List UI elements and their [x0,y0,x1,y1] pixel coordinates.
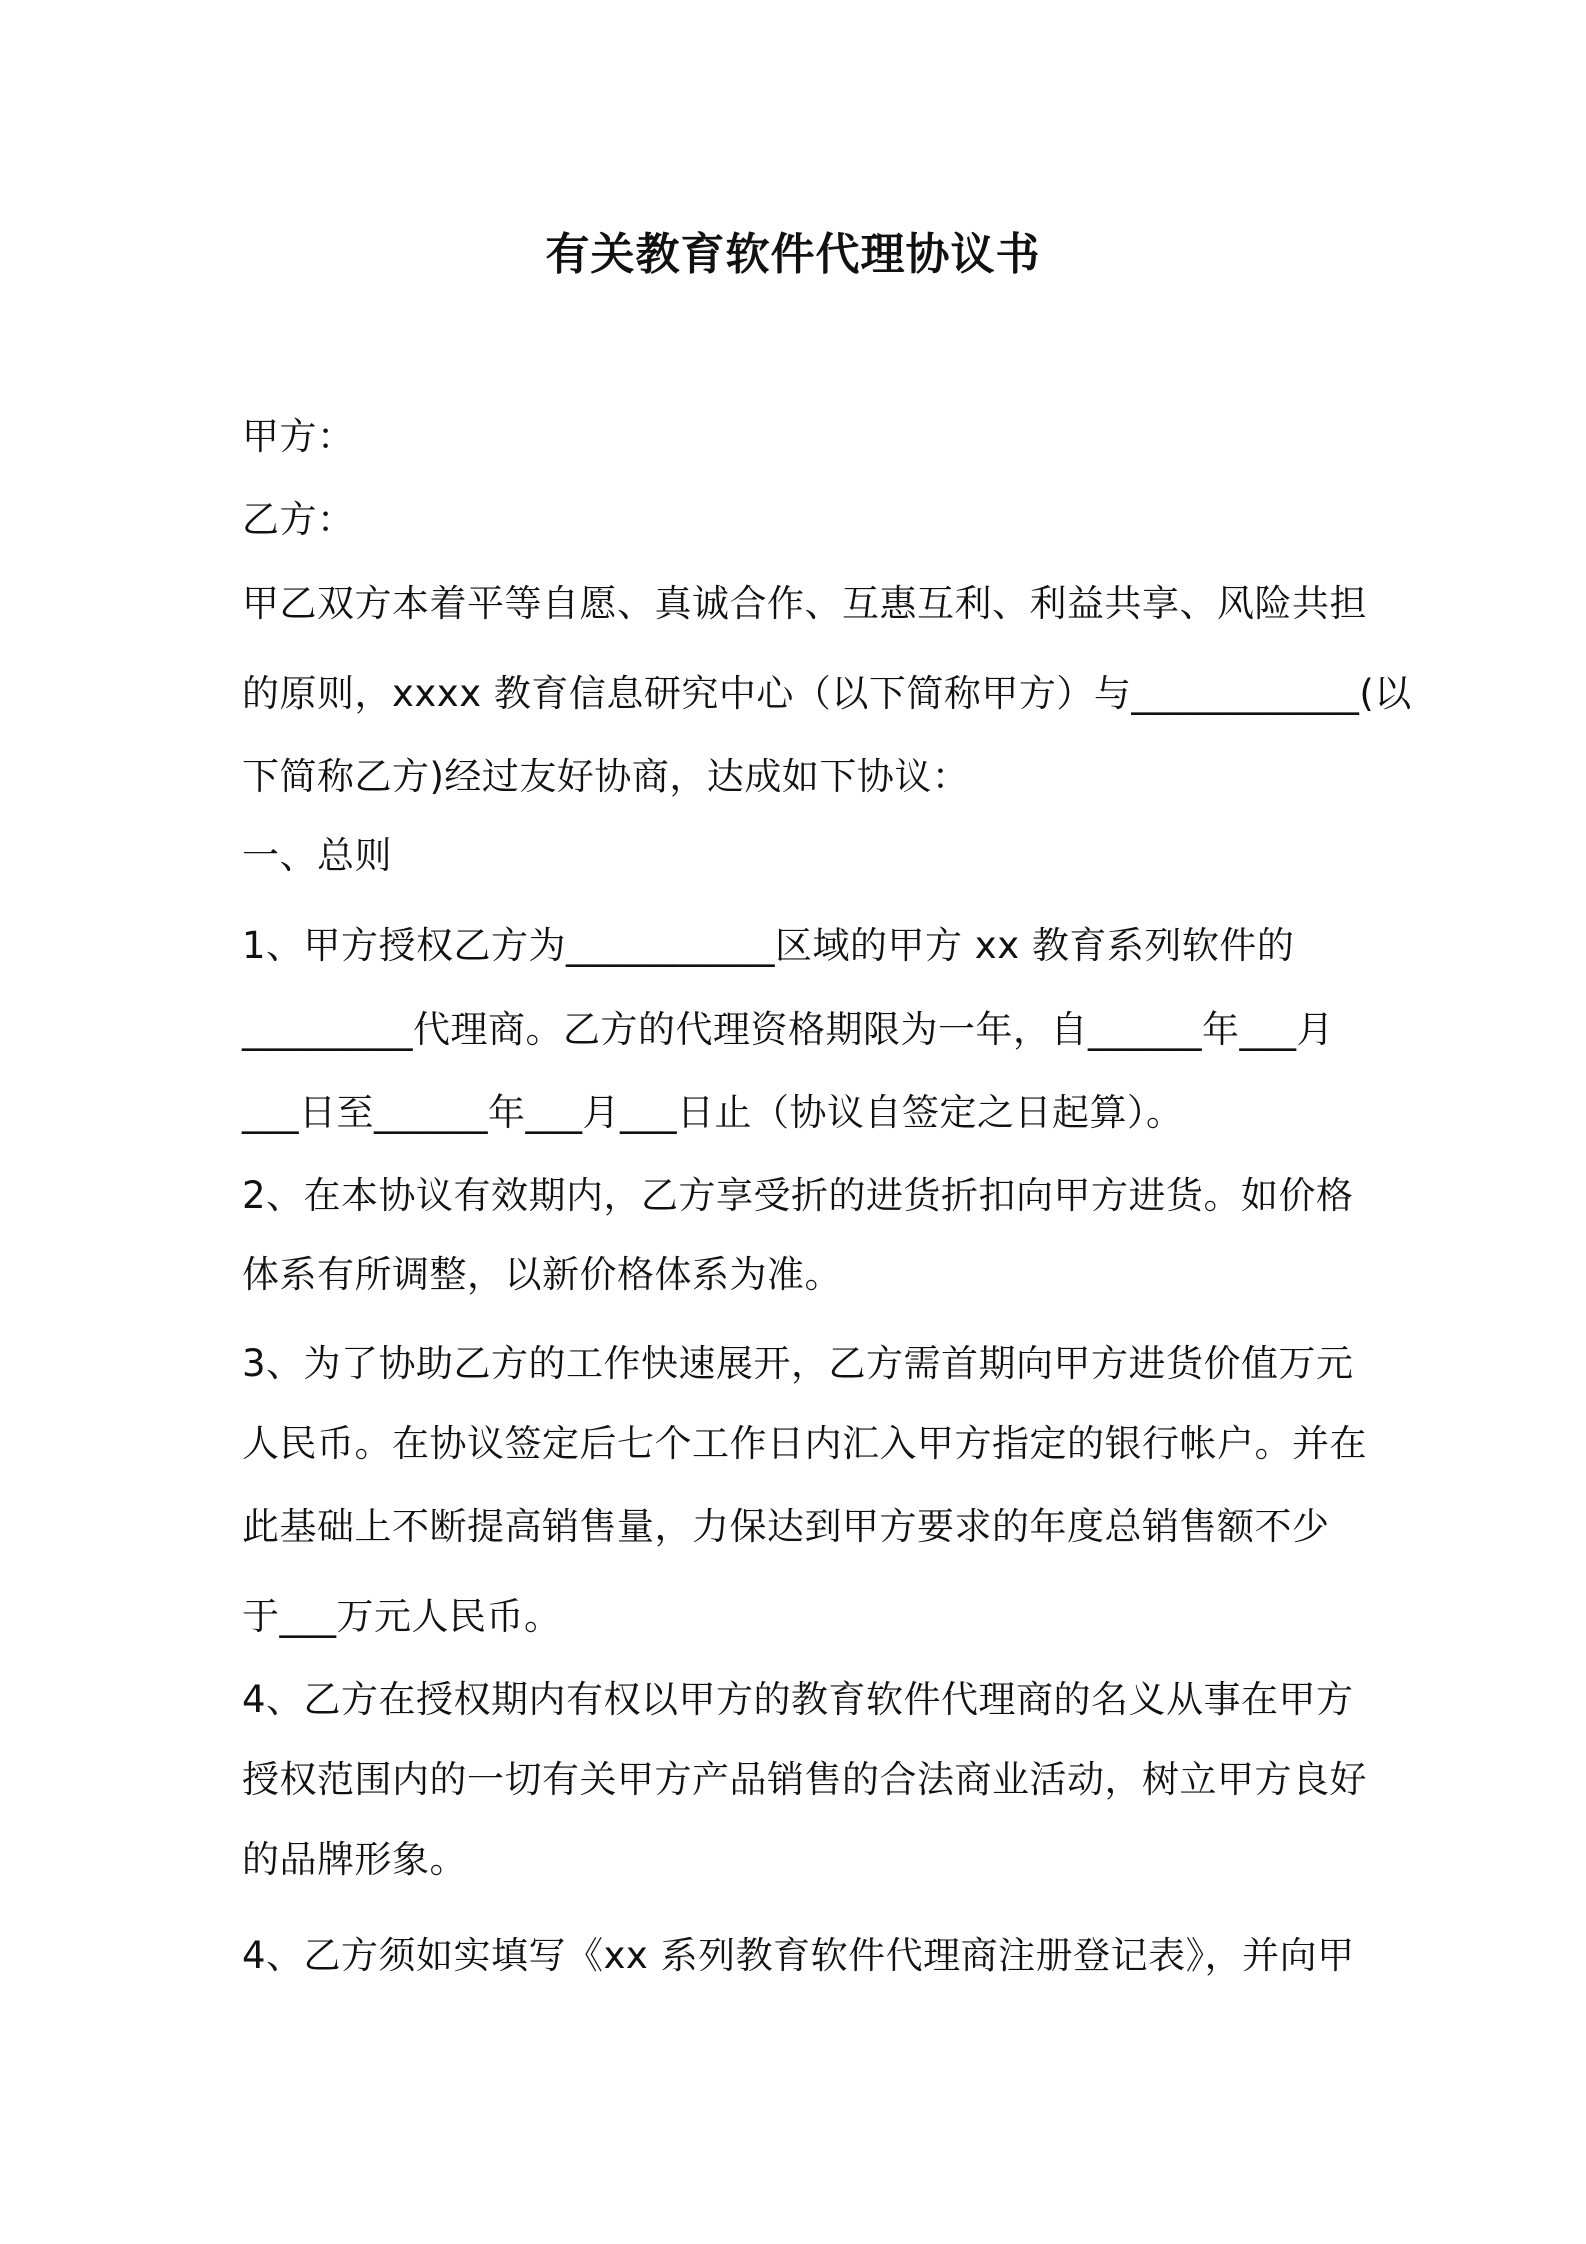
text-line: 3、为了协助乙方的工作快速展开，乙方需首期向甲方进货价值万元 [242,1342,1354,1385]
text-line: 授权范围内的一切有关甲方产品销售的合法商业活动，树立甲方良好 [242,1758,1367,1801]
text-line: ___日至______年___月___日止（协议自签定之日起算）。 [242,1091,1184,1134]
text-line: 人民币。在协议签定后七个工作日内汇入甲方指定的银行帐户。并在 [242,1422,1367,1465]
document-title: 有关教育软件代理协议书 [545,229,1041,280]
text-line: 此基础上不断提高销售量，力保达到甲方要求的年度总销售额不少 [242,1505,1330,1548]
text-line: _________代理商。乙方的代理资格期限为一年，自______年___月 [242,1008,1334,1051]
section-heading: 一、总则 [242,834,392,877]
text-line: 4、乙方须如实填写《xx 系列教育软件代理商注册登记表》，并向甲 [242,1934,1355,1977]
text-line: 体系有所调整，以新价格体系为准。 [242,1253,842,1296]
text-line: 甲乙双方本着平等自愿、真诚合作、互惠互利、利益共享、风险共担 [242,582,1367,625]
text-line: 2、在本协议有效期内，乙方享受折的进货折扣向甲方进货。如价格 [242,1174,1354,1217]
text-line: 1、甲方授权乙方为___________区域的甲方 xx 教育系列软件的 [242,924,1295,967]
party-b-line: 乙方： [242,498,355,541]
text-line: 的品牌形象。 [242,1838,467,1881]
text-line: 于___万元人民币。 [242,1595,562,1638]
text-line: 的原则，xxxx 教育信息研究中心（以下简称甲方）与____________(以 [242,672,1412,715]
party-a-line: 甲方： [242,415,355,458]
text-line: 下简称乙方)经过友好协商，达成如下协议： [242,755,970,798]
text-line: 4、乙方在授权期内有权以甲方的教育软件代理商的名义从事在甲方 [242,1678,1354,1721]
